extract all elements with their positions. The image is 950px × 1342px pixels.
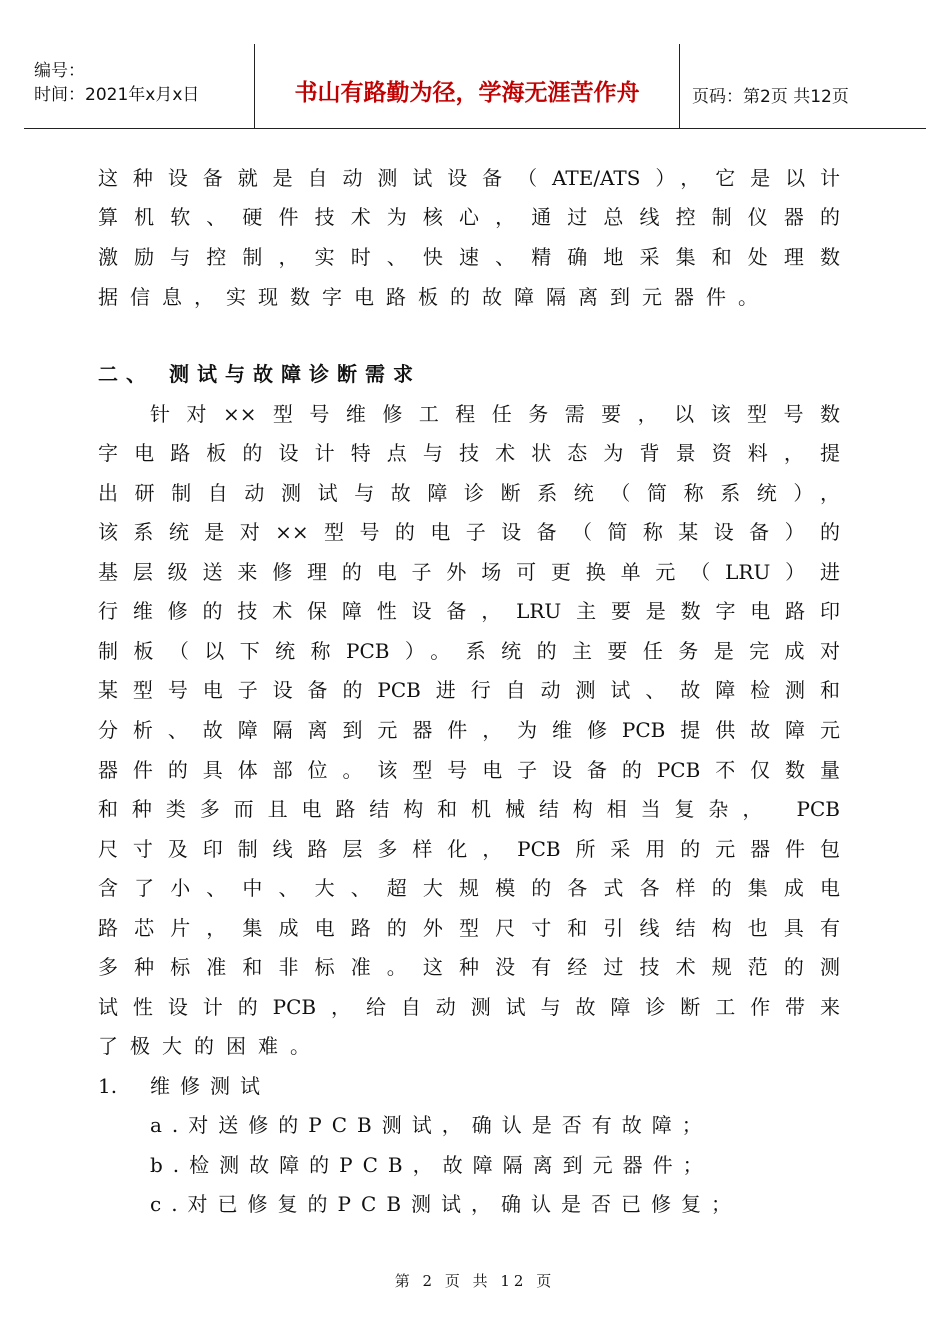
sub-item: a.对送修的PCB测试，确认是否有故障； — [150, 1113, 712, 1137]
body-line: 行维修的技术保障性设备，LRU主要是数字电路印 — [98, 599, 840, 623]
body-line: 了极大的困难。 — [98, 1034, 322, 1058]
body-line: 字电路板的设计特点与技术状态为背景资料，提 — [98, 441, 840, 465]
body-line: 某型号电子设备的PCB进行自动测试、故障检测和 — [98, 678, 840, 702]
section-title: 二、 测试与故障诊断需求 — [98, 362, 421, 386]
sub-item: b.检测故障的PCB，故障隔离到元器件； — [150, 1153, 713, 1177]
body-line: 出研制自动测试与故障诊断系统（简称系统）， — [98, 481, 840, 505]
body-line: 基层级送来修理的电子外场可更换单元（LRU）进 — [98, 560, 840, 584]
body-line: 器件的具体部位。该型号电子设备的PCB不仅数量 — [98, 758, 840, 782]
body-line: 路芯片，集成电路的外型尺寸和引线结构也具有 — [98, 916, 840, 940]
sub-item: c.对已修复的PCB测试，确认是否已修复； — [150, 1192, 742, 1216]
intro-line: 这种设备就是自动测试设备（ATE/ATS），它是以计 — [98, 166, 840, 190]
body-line: 试性设计的PCB，给自动测试与故障诊断工作带来 — [98, 995, 840, 1019]
body-line: 分析、故障隔离到元器件，为维修PCB提供故障元 — [98, 718, 840, 742]
motto-text: 书山有路勤为径，学海无涯苦作舟 — [294, 80, 640, 106]
body-line: 和种类多而且电路结构和机械结构相当复杂， PCB — [98, 797, 840, 821]
intro-line: 算机软、硬件技术为核心，通过总线控制仪器的 — [98, 205, 840, 229]
intro-line: 激励与控制，实时、快速、精确地采集和处理数 — [98, 245, 840, 269]
header-page-cell — [680, 44, 926, 128]
list-item — [98, 1070, 270, 1099]
number-label: 编号： — [34, 61, 85, 81]
body-line: 含了小、中、大、超大规模的各式各样的集成电 — [98, 876, 840, 900]
body-line: 制板（以下统称PCB）。系统的主要任务是完成对 — [98, 639, 840, 663]
list-item-number: 1. — [98, 1074, 118, 1098]
body-line: 针对××型号维修工程任务需要，以该型号数 — [150, 402, 840, 426]
time-label: 时间：2021年x月x日 — [34, 85, 200, 105]
intro-line: 据信息，实现数字电路板的故障隔离到元器件。 — [98, 285, 770, 309]
header-left-cell — [24, 44, 254, 128]
list-item-text: 维修测试 — [150, 1074, 270, 1098]
body-line: 该系统是对××型号的电子设备（简称某设备）的 — [98, 520, 840, 544]
page-info: 页码：第2页 共12页 — [692, 87, 849, 107]
body-line: 尺寸及印制线路层多样化，PCB所采用的元器件包 — [98, 837, 840, 861]
page-header — [24, 44, 926, 129]
page-footer: 第 2 页 共 12 页 — [394, 1272, 556, 1290]
body-line: 多种标准和非标准。这种没有经过技术规范的测 — [98, 955, 840, 979]
header-motto-cell — [254, 44, 680, 128]
